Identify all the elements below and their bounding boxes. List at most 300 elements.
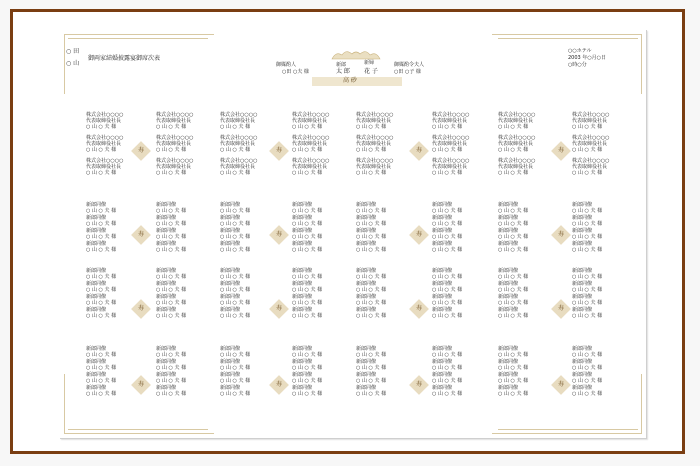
gold-line	[64, 34, 65, 94]
gold-line	[492, 34, 642, 35]
guest-company: 株式会社○○○○	[220, 112, 258, 118]
guest-relation: 新郎同僚	[292, 359, 313, 365]
guest-name: ○ 山 ○ 夫 様	[86, 221, 117, 227]
guest-name: ○ 山 ○ 夫 様	[86, 352, 117, 358]
guest-title: 代表取締役社長	[432, 118, 468, 124]
guest-relation: 新郎同僚	[498, 268, 519, 274]
guest-name: ○ 山 ○ 夫 様	[86, 300, 117, 306]
event-time: ○時○分	[568, 62, 587, 68]
guest-name: ○ 山 ○ 夫 様	[156, 274, 187, 280]
guest-title: 代表取締役社長	[156, 164, 192, 170]
guest-name: ○ 山 ○ 夫 様	[86, 247, 117, 253]
guest-company: 株式会社○○○○	[498, 112, 536, 118]
kotobuki-table-marker	[551, 141, 571, 161]
guest-relation: 新郎同僚	[220, 202, 241, 208]
kotobuki-table-marker	[269, 141, 289, 161]
guest-relation: 新郎同僚	[292, 372, 313, 378]
guest-relation: 新郎同僚	[572, 268, 593, 274]
guest-relation: 新郎同僚	[498, 294, 519, 300]
guest-relation: 新郎同僚	[498, 202, 519, 208]
guest-relation: 新郎同僚	[432, 268, 453, 274]
guest-name: ○ 山 ○ 夫 様	[292, 352, 323, 358]
guest-title: 代表取締役社長	[86, 118, 122, 124]
guest-relation: 新郎同僚	[86, 385, 107, 391]
kotobuki-label: 寿	[415, 231, 422, 238]
guest-name: ○ 山 ○ 夫 様	[356, 378, 387, 384]
guest-name: ○ 山 ○ 夫 様	[220, 170, 251, 176]
gold-line	[68, 429, 208, 430]
kotobuki-label: 寿	[275, 231, 282, 238]
guest-relation: 新郎同僚	[356, 294, 377, 300]
guest-relation: 新郎同僚	[86, 372, 107, 378]
gold-line	[498, 38, 638, 39]
guest-name: ○ 山 ○ 夫 様	[220, 124, 251, 130]
guest-company: 株式会社○○○○	[572, 135, 610, 141]
guest-relation: 新郎同僚	[572, 385, 593, 391]
guest-relation: 新郎同僚	[220, 228, 241, 234]
gold-line	[64, 374, 65, 434]
guest-name: ○ 山 ○ 夫 様	[432, 170, 463, 176]
guest-name: ○ 山 ○ 夫 様	[572, 313, 603, 319]
guest-name: ○ 山 ○ 夫 様	[432, 274, 463, 280]
guest-relation: 新郎同僚	[292, 281, 313, 287]
guest-relation: 新郎同僚	[356, 372, 377, 378]
guest-company: 株式会社○○○○	[292, 135, 330, 141]
guest-title: 代表取締役社長	[572, 164, 608, 170]
guest-company: 株式会社○○○○	[156, 135, 194, 141]
kotobuki-label: 寿	[137, 147, 144, 154]
guest-name: ○ 山 ○ 夫 様	[432, 287, 463, 293]
guest-relation: 新郎同僚	[356, 307, 377, 313]
takasago-band	[312, 77, 402, 86]
guest-name: ○ 山 ○ 夫 様	[498, 274, 529, 280]
guest-relation: 新郎同僚	[432, 215, 453, 221]
guest-relation: 新郎同僚	[220, 268, 241, 274]
guest-relation: 新郎同僚	[292, 268, 313, 274]
guest-name: ○ 山 ○ 夫 様	[86, 365, 117, 371]
guest-relation: 新郎同僚	[498, 346, 519, 352]
guest-relation: 新郎同僚	[220, 281, 241, 287]
guest-name: ○ 山 ○ 夫 様	[498, 208, 529, 214]
guest-name: ○ 山 ○ 夫 様	[356, 365, 387, 371]
guest-name: ○ 山 ○ 夫 様	[220, 274, 251, 280]
guest-name: ○ 山 ○ 夫 様	[432, 234, 463, 240]
kotobuki-table-marker	[131, 299, 151, 319]
guest-relation: 新郎同僚	[572, 215, 593, 221]
guest-name: ○ 山 ○ 夫 様	[356, 221, 387, 227]
groom-label: 新郎	[336, 62, 347, 68]
guest-relation: 新郎同僚	[498, 307, 519, 313]
guest-company: 株式会社○○○○	[292, 158, 330, 164]
guest-name: ○ 山 ○ 夫 様	[432, 147, 463, 153]
guest-name: ○ 山 ○ 夫 様	[572, 274, 603, 280]
guest-name: ○ 山 ○ 夫 様	[356, 124, 387, 130]
guest-relation: 新郎同僚	[498, 372, 519, 378]
guest-name: ○ 山 ○ 夫 様	[86, 124, 117, 130]
guest-relation: 新郎同僚	[156, 228, 177, 234]
kotobuki-label: 寿	[557, 147, 564, 154]
guest-name: ○ 山 ○ 夫 様	[292, 378, 323, 384]
kotobuki-table-marker	[409, 375, 429, 395]
guest-relation: 新郎同僚	[498, 228, 519, 234]
guest-relation: 新郎同僚	[432, 294, 453, 300]
guest-name: ○ 山 ○ 夫 様	[156, 234, 187, 240]
guest-name: ○ 山 ○ 夫 様	[356, 352, 387, 358]
guest-name: ○ 山 ○ 夫 様	[432, 352, 463, 358]
guest-name: ○ 山 ○ 夫 様	[292, 247, 323, 253]
guest-relation: 新郎同僚	[156, 281, 177, 287]
guest-name: ○ 山 ○ 夫 様	[292, 313, 323, 319]
guest-title: 代表取締役社長	[156, 118, 192, 124]
nakoudo2-label: 御媒酌令夫人	[394, 62, 425, 68]
guest-name: ○ 山 ○ 夫 様	[220, 391, 251, 397]
guest-title: 代表取締役社長	[292, 164, 328, 170]
guest-company: 株式会社○○○○	[220, 158, 258, 164]
guest-name: ○ 山 ○ 夫 様	[498, 300, 529, 306]
guest-name: ○ 山 ○ 夫 様	[220, 147, 251, 153]
guest-name: ○ 山 ○ 夫 様	[498, 234, 529, 240]
guest-company: 株式会社○○○○	[156, 158, 194, 164]
guest-relation: 新郎同僚	[156, 372, 177, 378]
guest-title: 代表取締役社長	[432, 141, 468, 147]
groom-name: 太 郎	[336, 68, 350, 75]
guest-company: 株式会社○○○○	[86, 112, 124, 118]
event-date: 2003 年○月○日	[568, 55, 607, 61]
guest-relation: 新郎同僚	[572, 359, 593, 365]
guest-name: ○ 山 ○ 夫 様	[220, 378, 251, 384]
guest-relation: 新郎同僚	[220, 215, 241, 221]
kotobuki-table-marker	[131, 375, 151, 395]
gold-line	[641, 34, 642, 94]
kotobuki-table-marker	[551, 299, 571, 319]
kotobuki-label: 寿	[137, 305, 144, 312]
guest-name: ○ 山 ○ 夫 様	[572, 378, 603, 384]
guest-relation: 新郎同僚	[156, 215, 177, 221]
guest-relation: 新郎同僚	[432, 372, 453, 378]
guest-relation: 新郎同僚	[432, 281, 453, 287]
guest-relation: 新郎同僚	[86, 268, 107, 274]
guest-relation: 新郎同僚	[86, 346, 107, 352]
guest-company: 株式会社○○○○	[498, 135, 536, 141]
guest-company: 株式会社○○○○	[292, 112, 330, 118]
guest-title: 代表取締役社長	[498, 118, 534, 124]
guest-name: ○ 山 ○ 夫 様	[156, 170, 187, 176]
guest-name: ○ 山 ○ 夫 様	[498, 287, 529, 293]
gold-line	[68, 38, 208, 39]
kotobuki-label: 寿	[137, 231, 144, 238]
guest-name: ○ 山 ○ 夫 様	[292, 300, 323, 306]
guest-relation: 新郎同僚	[156, 307, 177, 313]
guest-name: ○ 山 ○ 夫 様	[572, 300, 603, 306]
guest-name: ○ 山 ○ 夫 様	[292, 208, 323, 214]
guest-name: ○ 山 ○ 夫 様	[220, 365, 251, 371]
guest-relation: 新郎同僚	[86, 281, 107, 287]
kotobuki-label: 寿	[557, 381, 564, 388]
guest-relation: 新郎同僚	[156, 385, 177, 391]
bride-name: 花 子	[364, 68, 378, 75]
kotobuki-table-marker	[409, 141, 429, 161]
kotobuki-table-marker	[131, 141, 151, 161]
guest-name: ○ 山 ○ 夫 様	[432, 378, 463, 384]
guest-relation: 新郎同僚	[498, 385, 519, 391]
guest-name: ○ 山 ○ 夫 様	[220, 208, 251, 214]
guest-relation: 新郎同僚	[432, 359, 453, 365]
guest-name: ○ 山 ○ 夫 様	[498, 313, 529, 319]
guest-company: 株式会社○○○○	[432, 135, 470, 141]
guest-title: 代表取締役社長	[292, 118, 328, 124]
kotobuki-label: 寿	[415, 147, 422, 154]
guest-company: 株式会社○○○○	[572, 158, 610, 164]
guest-name: ○ 山 ○ 夫 様	[156, 287, 187, 293]
guest-name: ○ 山 ○ 夫 様	[356, 300, 387, 306]
guest-name: ○ 山 ○ 夫 様	[220, 352, 251, 358]
guest-name: ○ 山 ○ 夫 様	[292, 274, 323, 280]
guest-name: ○ 山 ○ 夫 様	[432, 300, 463, 306]
guest-title: 代表取締役社長	[156, 141, 192, 147]
guest-relation: 新郎同僚	[498, 359, 519, 365]
guest-relation: 新郎同僚	[156, 359, 177, 365]
guest-company: 株式会社○○○○	[356, 112, 394, 118]
guest-relation: 新郎同僚	[86, 202, 107, 208]
guest-relation: 新郎同僚	[292, 215, 313, 221]
guest-name: ○ 山 ○ 夫 様	[156, 313, 187, 319]
guest-title: 代表取締役社長	[572, 118, 608, 124]
takasago-label: 高 砂	[343, 77, 357, 84]
guest-name: ○ 山 ○ 夫 様	[86, 313, 117, 319]
guest-name: ○ 山 ○ 夫 様	[572, 287, 603, 293]
guest-name: ○ 山 ○ 夫 様	[498, 247, 529, 253]
guest-company: 株式会社○○○○	[432, 112, 470, 118]
guest-relation: 新郎同僚	[86, 359, 107, 365]
guest-title: 代表取締役社長	[356, 164, 392, 170]
guest-title: 代表取締役社長	[86, 164, 122, 170]
guest-relation: 新郎同僚	[356, 202, 377, 208]
guest-name: ○ 山 ○ 夫 様	[86, 170, 117, 176]
guest-name: ○ 山 ○ 夫 様	[292, 124, 323, 130]
kotobuki-table-marker	[409, 299, 429, 319]
guest-relation: 新郎同僚	[292, 385, 313, 391]
guest-relation: 新郎同僚	[572, 307, 593, 313]
guest-relation: 新郎同僚	[572, 228, 593, 234]
guest-company: 株式会社○○○○	[220, 135, 258, 141]
guest-name: ○ 山 ○ 夫 様	[432, 124, 463, 130]
guest-relation: 新郎同僚	[220, 294, 241, 300]
guest-name: ○ 山 ○ 夫 様	[498, 352, 529, 358]
guest-name: ○ 山 ○ 夫 様	[86, 287, 117, 293]
guest-relation: 新郎同僚	[86, 307, 107, 313]
guest-name: ○ 山 ○ 夫 様	[292, 234, 323, 240]
guest-name: ○ 山 ○ 夫 様	[292, 391, 323, 397]
gold-line	[64, 433, 214, 434]
seating-chart-page	[60, 30, 647, 439]
guest-name: ○ 山 ○ 夫 様	[292, 287, 323, 293]
nakoudo2-name: ○田 ○子 様	[394, 69, 421, 75]
guest-name: ○ 山 ○ 夫 様	[432, 365, 463, 371]
guest-company: 株式会社○○○○	[86, 135, 124, 141]
guest-relation: 新郎同僚	[498, 215, 519, 221]
guest-name: ○ 山 ○ 夫 様	[432, 313, 463, 319]
guest-name: ○ 山 ○ 夫 様	[572, 352, 603, 358]
guest-relation: 新郎同僚	[572, 372, 593, 378]
guest-name: ○ 山 ○ 夫 様	[220, 287, 251, 293]
kotobuki-table-marker	[269, 299, 289, 319]
kotobuki-label: 寿	[557, 231, 564, 238]
guest-company: 株式会社○○○○	[572, 112, 610, 118]
kotobuki-label: 寿	[557, 305, 564, 312]
guest-relation: 新郎同僚	[292, 294, 313, 300]
guest-name: ○ 山 ○ 夫 様	[356, 274, 387, 280]
guest-title: 代表取締役社長	[220, 118, 256, 124]
guest-relation: 新郎同僚	[432, 241, 453, 247]
guest-name: ○ 山 ○ 夫 様	[572, 391, 603, 397]
guest-relation: 新郎同僚	[498, 281, 519, 287]
guest-relation: 新郎同僚	[356, 385, 377, 391]
kotobuki-table-marker	[269, 375, 289, 395]
guest-name: ○ 山 ○ 夫 様	[292, 147, 323, 153]
guest-name: ○ 山 ○ 夫 様	[432, 391, 463, 397]
guest-name: ○ 山 ○ 夫 様	[572, 234, 603, 240]
guest-name: ○ 山 ○ 夫 様	[498, 391, 529, 397]
guest-name: ○ 山 ○ 夫 様	[156, 221, 187, 227]
guest-relation: 新郎同僚	[356, 359, 377, 365]
bride-label: 新婦	[364, 60, 375, 66]
guest-name: ○ 山 ○ 夫 様	[572, 221, 603, 227]
guest-relation: 新郎同僚	[86, 215, 107, 221]
guest-relation: 新郎同僚	[292, 228, 313, 234]
cloud-ornament	[328, 46, 384, 58]
guest-name: ○ 山 ○ 夫 様	[356, 391, 387, 397]
guest-relation: 新郎同僚	[432, 346, 453, 352]
guest-name: ○ 山 ○ 夫 様	[86, 208, 117, 214]
guest-title: 代表取締役社長	[220, 164, 256, 170]
guest-name: ○ 山 ○ 夫 様	[86, 234, 117, 240]
guest-name: ○ 山 ○ 夫 様	[572, 247, 603, 253]
guest-name: ○ 山 ○ 夫 様	[572, 170, 603, 176]
guest-title: 代表取締役社長	[292, 141, 328, 147]
guest-company: 株式会社○○○○	[356, 158, 394, 164]
guest-name: ○ 山 ○ 夫 様	[498, 365, 529, 371]
guest-name: ○ 山 ○ 夫 様	[356, 170, 387, 176]
guest-name: ○ 山 ○ 夫 様	[156, 147, 187, 153]
guest-name: ○ 山 ○ 夫 様	[220, 234, 251, 240]
guest-name: ○ 山 ○ 夫 様	[156, 365, 187, 371]
guest-title: 代表取締役社長	[356, 141, 392, 147]
guest-name: ○ 山 ○ 夫 様	[356, 287, 387, 293]
guest-relation: 新郎同僚	[220, 385, 241, 391]
kotobuki-label: 寿	[415, 381, 422, 388]
guest-name: ○ 山 ○ 夫 様	[86, 391, 117, 397]
nakoudo-name: ○田 ○夫 様	[282, 69, 309, 75]
guest-name: ○ 山 ○ 夫 様	[356, 147, 387, 153]
guest-relation: 新郎同僚	[432, 385, 453, 391]
nakoudo-label: 御媒酌人	[276, 62, 297, 68]
kotobuki-table-marker	[409, 225, 429, 245]
guest-name: ○ 山 ○ 夫 様	[220, 313, 251, 319]
kotobuki-table-marker	[551, 375, 571, 395]
guest-name: ○ 山 ○ 夫 様	[356, 208, 387, 214]
guest-name: ○ 山 ○ 夫 様	[156, 208, 187, 214]
guest-name: ○ 山 ○ 夫 様	[292, 170, 323, 176]
guest-name: ○ 山 ○ 夫 様	[432, 221, 463, 227]
guest-relation: 新郎同僚	[356, 228, 377, 234]
guest-name: ○ 山 ○ 夫 様	[220, 247, 251, 253]
guest-relation: 新郎同僚	[220, 307, 241, 313]
kotobuki-label: 寿	[275, 147, 282, 154]
guest-relation: 新郎同僚	[498, 241, 519, 247]
guest-name: ○ 山 ○ 夫 様	[498, 170, 529, 176]
guest-name: ○ 山 ○ 夫 様	[572, 365, 603, 371]
guest-title: 代表取締役社長	[498, 164, 534, 170]
guest-title: 代表取締役社長	[572, 141, 608, 147]
guest-name: ○ 山 ○ 夫 様	[572, 124, 603, 130]
guest-name: ○ 山 ○ 夫 様	[498, 221, 529, 227]
kotobuki-table-marker	[131, 225, 151, 245]
kotobuki-label: 寿	[137, 381, 144, 388]
guest-name: ○ 山 ○ 夫 様	[432, 208, 463, 214]
guest-name: ○ 山 ○ 夫 様	[220, 221, 251, 227]
guest-relation: 新郎同僚	[156, 202, 177, 208]
guest-name: ○ 山 ○ 夫 様	[86, 274, 117, 280]
guest-relation: 新郎同僚	[356, 268, 377, 274]
guest-title: 代表取締役社長	[498, 141, 534, 147]
guest-relation: 新郎同僚	[356, 346, 377, 352]
guest-relation: 新郎同僚	[86, 241, 107, 247]
guest-relation: 新郎同僚	[156, 268, 177, 274]
guest-name: ○ 山 ○ 夫 様	[156, 300, 187, 306]
guest-name: ○ 山 ○ 夫 様	[292, 221, 323, 227]
guest-name: ○ 山 ○ 夫 様	[220, 300, 251, 306]
page-title: 御両家結婚披露宴御席次表	[88, 55, 161, 62]
guest-relation: 新郎同僚	[572, 294, 593, 300]
guest-name: ○ 山 ○ 夫 様	[292, 365, 323, 371]
guest-name: ○ 山 ○ 夫 様	[498, 147, 529, 153]
guest-relation: 新郎同僚	[220, 346, 241, 352]
guest-company: 株式会社○○○○	[356, 135, 394, 141]
guest-name: ○ 山 ○ 夫 様	[572, 208, 603, 214]
guest-relation: 新郎同僚	[292, 346, 313, 352]
guest-title: 代表取締役社長	[356, 118, 392, 124]
gold-line	[641, 374, 642, 434]
guest-name: ○ 山 ○ 夫 様	[572, 147, 603, 153]
guest-name: ○ 山 ○ 夫 様	[432, 247, 463, 253]
guest-relation: 新郎同僚	[86, 228, 107, 234]
guest-relation: 新郎同僚	[572, 241, 593, 247]
guest-name: ○ 山 ○ 夫 様	[356, 234, 387, 240]
guest-relation: 新郎同僚	[86, 294, 107, 300]
guest-relation: 新郎同僚	[572, 281, 593, 287]
guest-relation: 新郎同僚	[220, 241, 241, 247]
guest-relation: 新郎同僚	[356, 241, 377, 247]
guest-name: ○ 山 ○ 夫 様	[356, 313, 387, 319]
guest-name: ○ 山 ○ 夫 様	[86, 147, 117, 153]
guest-relation: 新郎同僚	[356, 215, 377, 221]
guest-relation: 新郎同僚	[572, 202, 593, 208]
kotobuki-table-marker	[269, 225, 289, 245]
guest-name: ○ 山 ○ 夫 様	[156, 352, 187, 358]
guest-relation: 新郎同僚	[156, 346, 177, 352]
guest-relation: 新郎同僚	[356, 281, 377, 287]
family-name-2: ○ 山	[66, 60, 80, 67]
gold-line	[498, 429, 638, 430]
gold-line	[492, 433, 642, 434]
guest-name: ○ 山 ○ 夫 様	[156, 124, 187, 130]
guest-name: ○ 山 ○ 夫 様	[356, 247, 387, 253]
guest-relation: 新郎同僚	[292, 202, 313, 208]
hotel-name: ○○ホテル	[568, 48, 592, 54]
guest-name: ○ 山 ○ 夫 様	[86, 378, 117, 384]
guest-name: ○ 山 ○ 夫 様	[156, 378, 187, 384]
kotobuki-label: 寿	[275, 381, 282, 388]
